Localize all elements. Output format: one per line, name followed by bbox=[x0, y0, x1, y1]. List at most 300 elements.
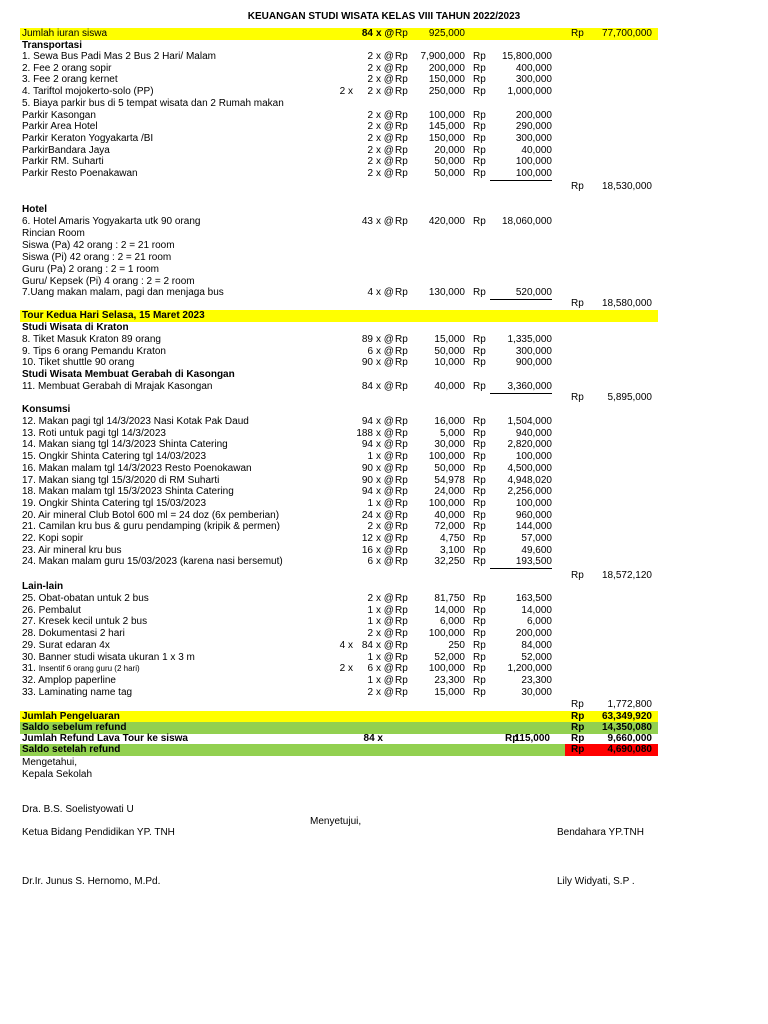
item-x-at: x @ bbox=[376, 86, 394, 98]
item-label: 32. Amplop paperline bbox=[22, 674, 116, 686]
item-total: 1,504,000 bbox=[507, 416, 552, 427]
item-total: 144,000 bbox=[515, 521, 552, 533]
item-label: 4. Tariftol mojokerto-solo (PP) bbox=[22, 86, 154, 98]
saldo-setelah-value: 4,690,080 bbox=[607, 744, 652, 755]
tour-header-text: Tour Kedua Hari Selasa, 15 Maret 2023 bbox=[22, 310, 205, 321]
saldo-setelah-rp: Rp bbox=[571, 744, 585, 755]
item-label: 30. Banner studi wisata ukuran 1 x 3 m bbox=[22, 651, 195, 663]
item-qty: 1 bbox=[367, 604, 373, 616]
item-x-at: x @ bbox=[376, 616, 394, 628]
item-rp: Rp bbox=[395, 639, 408, 651]
item-total: 940,000 bbox=[515, 427, 552, 439]
item-qty: 2 bbox=[367, 168, 373, 179]
item-x-at: x @ bbox=[376, 474, 394, 486]
item-rp: Rp bbox=[395, 628, 408, 640]
item-unit-price: 40,000 bbox=[434, 509, 465, 521]
item-rp: Rp bbox=[395, 132, 408, 144]
item-rp: Rp bbox=[395, 156, 408, 168]
section-subtotal bbox=[20, 699, 658, 711]
item-multiplier: 2 x bbox=[339, 663, 353, 675]
line-item bbox=[20, 240, 658, 252]
item-label: 27. Kresek kecil untuk 2 bus bbox=[22, 616, 148, 628]
subtotal-value: 18,580,000 bbox=[601, 298, 652, 309]
line-item bbox=[20, 74, 658, 86]
line-item bbox=[20, 605, 658, 617]
item-rp: Rp bbox=[395, 86, 408, 98]
line-item bbox=[20, 252, 658, 264]
item-qty: 2 bbox=[367, 628, 373, 640]
item-total: 18,060,000 bbox=[501, 216, 552, 227]
item-unit-price: 250,000 bbox=[428, 86, 465, 98]
pengeluaran-row bbox=[20, 711, 658, 723]
item-unit-price: 100,000 bbox=[428, 497, 465, 509]
item-total: 100,000 bbox=[490, 168, 552, 181]
item-rp: Rp bbox=[395, 674, 408, 686]
item-total: 300,000 bbox=[515, 74, 552, 86]
item-x-at: x @ bbox=[376, 357, 394, 369]
item-unit-price: 52,000 bbox=[434, 651, 465, 663]
item-x-at: x @ bbox=[376, 109, 394, 121]
item-rp: Rp bbox=[395, 593, 408, 604]
item-x-at: x @ bbox=[376, 156, 394, 168]
ketua-title: Ketua Bidang Pendidikan YP. TNH bbox=[22, 827, 175, 838]
item-unit-price: 4,750 bbox=[439, 533, 465, 544]
item-x-at: x @ bbox=[376, 604, 394, 616]
item-label: 9. Tips 6 orang Pemandu Kraton bbox=[22, 345, 166, 357]
item-rp: Rp bbox=[395, 357, 408, 369]
item-qty: 84 bbox=[361, 381, 373, 392]
line-item bbox=[20, 145, 658, 157]
item-unit-price: 15,000 bbox=[434, 686, 465, 698]
saldo-setelah-row bbox=[20, 744, 658, 756]
item-unit-price: 40,000 bbox=[434, 381, 465, 392]
item-qty: 1 bbox=[367, 616, 373, 628]
item-unit-price: 420,000 bbox=[428, 216, 465, 227]
item-unit-price: 54,978 bbox=[434, 474, 465, 486]
item-x-at: x @ bbox=[376, 416, 394, 427]
item-label: Siswa (Pi) 42 orang : 2 = 21 room bbox=[22, 252, 172, 263]
item-rp: Rp bbox=[473, 51, 486, 62]
item-total: 2,256,000 bbox=[507, 486, 552, 498]
item-label: 18. Makan malam tgl 15/3/2023 Shinta Catering bbox=[22, 486, 234, 498]
line-item bbox=[20, 428, 658, 440]
item-label bbox=[22, 663, 140, 675]
item-x-at: x @ bbox=[376, 521, 394, 533]
line-item bbox=[20, 463, 658, 475]
item-unit-price: 5,000 bbox=[439, 427, 465, 439]
item-rp: Rp bbox=[395, 474, 408, 486]
item-rp: Rp bbox=[395, 121, 408, 133]
item-unit-price: 30,000 bbox=[434, 439, 465, 451]
item-label: 3. Fee 2 orang kernet bbox=[22, 74, 118, 86]
subtotal-rp: Rp bbox=[571, 570, 584, 581]
line-item bbox=[20, 521, 658, 533]
item-total: 40,000 bbox=[521, 144, 552, 156]
item-rp: Rp bbox=[473, 357, 486, 369]
item-qty: 2 bbox=[367, 121, 373, 133]
item-rp: Rp bbox=[473, 639, 486, 651]
menyetujui-text: Menyetujui, bbox=[310, 816, 362, 827]
item-rp: Rp bbox=[395, 509, 408, 521]
item-total: 290,000 bbox=[515, 121, 552, 133]
line-item bbox=[20, 156, 658, 168]
item-unit-price: 15,000 bbox=[434, 334, 465, 345]
line-item bbox=[20, 533, 658, 545]
item-rp: Rp bbox=[395, 439, 408, 451]
item-label: Siswa (Pa) 42 orang : 2 = 21 room bbox=[22, 240, 175, 251]
item-rp: Rp bbox=[395, 497, 408, 509]
line-item bbox=[20, 486, 658, 498]
item-unit-price: 250 bbox=[448, 639, 465, 651]
item-label: Guru/ Kepsek (Pi) 4 orang : 2 = 2 room bbox=[22, 276, 195, 287]
item-rp: Rp bbox=[395, 416, 408, 427]
item-rp: Rp bbox=[473, 427, 486, 439]
section-subtotal bbox=[20, 298, 658, 310]
item-qty: 1 bbox=[367, 674, 373, 686]
iuran-rp-total: Rp bbox=[571, 28, 584, 39]
item-rp: Rp bbox=[473, 74, 486, 86]
item-total: 200,000 bbox=[515, 109, 552, 121]
item-unit-price: 145,000 bbox=[428, 121, 465, 133]
item-label: Parkir Kasongan bbox=[22, 109, 96, 121]
lain-header bbox=[20, 581, 658, 593]
item-total: 84,000 bbox=[521, 639, 552, 651]
line-item bbox=[20, 121, 658, 133]
item-qty: 2 bbox=[367, 593, 373, 604]
item-unit-price: 32,250 bbox=[434, 556, 465, 568]
item-rp: Rp bbox=[395, 451, 408, 463]
item-x-at: x @ bbox=[376, 486, 394, 498]
item-total: 1,000,000 bbox=[507, 86, 552, 98]
item-x-at: x @ bbox=[376, 51, 394, 62]
item-rp: Rp bbox=[395, 144, 408, 156]
item-x-at: x @ bbox=[376, 168, 394, 179]
item-label: 13. Roti untuk pagi tgl 14/3/2023 bbox=[22, 427, 166, 439]
line-item bbox=[20, 545, 658, 557]
item-multiplier: 2 x bbox=[339, 86, 353, 98]
item-total: 300,000 bbox=[515, 132, 552, 144]
item-rp: Rp bbox=[473, 451, 486, 463]
item-total: 520,000 bbox=[490, 287, 552, 300]
item-qty: 6 bbox=[367, 663, 373, 675]
item-unit-price: 14,000 bbox=[434, 604, 465, 616]
item-x-at: x @ bbox=[376, 439, 394, 451]
item-unit-price: 24,000 bbox=[434, 486, 465, 498]
item-x-at: x @ bbox=[376, 628, 394, 640]
item-x-at: x @ bbox=[376, 132, 394, 144]
item-qty: 1 bbox=[367, 451, 373, 463]
item-total: 960,000 bbox=[515, 509, 552, 521]
item-qty: 2 bbox=[367, 74, 373, 86]
item-rp: Rp bbox=[473, 334, 486, 345]
item-total: 52,000 bbox=[521, 651, 552, 663]
item-qty: 2 bbox=[367, 109, 373, 121]
item-rp: Rp bbox=[395, 486, 408, 498]
item-label: Parkir Keraton Yogyakarta /BI bbox=[22, 132, 154, 144]
item-rp: Rp bbox=[473, 544, 486, 556]
item-rp: Rp bbox=[473, 674, 486, 686]
item-total: 100,000 bbox=[515, 156, 552, 168]
item-unit-price: 81,750 bbox=[434, 593, 465, 604]
item-x-at: x @ bbox=[376, 663, 394, 675]
line-item bbox=[20, 346, 658, 358]
item-label: 33. Laminating name tag bbox=[22, 686, 133, 698]
pengeluaran-label: Jumlah Pengeluaran bbox=[22, 711, 120, 722]
line-item bbox=[20, 133, 658, 145]
item-qty: 43 bbox=[361, 216, 373, 227]
item-label: 12. Makan pagi tgl 14/3/2023 Nasi Kotak Pak Daud bbox=[22, 416, 249, 427]
item-qty: 16 bbox=[361, 544, 373, 556]
item-x-at: x @ bbox=[376, 334, 394, 345]
item-rp: Rp bbox=[473, 121, 486, 133]
mengetahui-text: Mengetahui, bbox=[22, 757, 78, 768]
line-item bbox=[20, 110, 658, 122]
item-label: 25. Obat-obatan untuk 2 bus bbox=[22, 593, 149, 604]
item-rp: Rp bbox=[395, 74, 408, 86]
item-total: 4,948,020 bbox=[507, 474, 552, 486]
item-rp: Rp bbox=[473, 556, 486, 568]
line-item bbox=[20, 498, 658, 510]
item-rp: Rp bbox=[395, 381, 408, 392]
item-label: 5. Biaya parkir bus di 5 tempat wisata dan 2 Rumah makan bbox=[22, 97, 284, 109]
item-unit-price: 20,000 bbox=[434, 144, 465, 156]
hotel-header bbox=[20, 204, 658, 216]
saldo-sebelum-row bbox=[20, 722, 658, 734]
item-total: 49,600 bbox=[521, 544, 552, 556]
item-rp: Rp bbox=[395, 663, 408, 675]
lain-header-text: Lain-lain bbox=[22, 581, 64, 592]
item-unit-price: 72,000 bbox=[434, 521, 465, 533]
item-label: 2. Fee 2 orang sopir bbox=[22, 62, 112, 74]
pengeluaran-value: 63,349,920 bbox=[601, 711, 652, 722]
item-x-at: x @ bbox=[376, 462, 394, 474]
item-unit-price: 16,000 bbox=[434, 416, 465, 427]
item-label: 16. Makan malam tgl 14/3/2023 Resto Poenokawan bbox=[22, 462, 252, 474]
item-total: 200,000 bbox=[515, 628, 552, 640]
item-x-at: x @ bbox=[376, 593, 394, 604]
item-unit-price: 200,000 bbox=[428, 62, 465, 74]
item-qty: 2 bbox=[367, 521, 373, 533]
item-rp: Rp bbox=[473, 593, 486, 604]
iuran-label: Jumlah iuran siswa bbox=[22, 28, 108, 39]
item-rp: Rp bbox=[395, 62, 408, 74]
tour-header-row bbox=[20, 310, 658, 322]
item-x-at: x @ bbox=[376, 451, 394, 463]
item-rp: Rp bbox=[473, 497, 486, 509]
item-multiplier: 4 x bbox=[339, 639, 353, 651]
line-item bbox=[20, 86, 658, 98]
gerabah-header bbox=[20, 369, 658, 381]
item-x-at: x @ bbox=[376, 556, 394, 568]
item-x-at: x @ bbox=[376, 62, 394, 74]
item-qty: 6 bbox=[367, 345, 373, 357]
item-label: 26. Pembalut bbox=[22, 604, 81, 616]
item-label: 28. Dokumentasi 2 hari bbox=[22, 628, 125, 640]
item-qty: 94 bbox=[361, 486, 373, 498]
item-total: 3,360,000 bbox=[490, 381, 552, 394]
item-qty: 89 bbox=[361, 334, 373, 345]
item-qty: 1 bbox=[367, 651, 373, 663]
line-item bbox=[20, 556, 658, 568]
item-total: 193,500 bbox=[490, 556, 552, 569]
item-rp: Rp bbox=[473, 345, 486, 357]
item-total: 30,000 bbox=[521, 686, 552, 698]
item-label: 6. Hotel Amaris Yogyakarta utk 90 orang bbox=[22, 216, 201, 227]
item-rp: Rp bbox=[473, 486, 486, 498]
item-number: 31. bbox=[22, 663, 36, 675]
subtotal-rp: Rp bbox=[571, 392, 584, 403]
item-rp: Rp bbox=[473, 521, 486, 533]
item-rp: Rp bbox=[395, 345, 408, 357]
refund-rp: Rp bbox=[505, 733, 519, 744]
subtotal-value: 18,572,120 bbox=[601, 570, 652, 581]
item-rp: Rp bbox=[395, 427, 408, 439]
item-total: 1,200,000 bbox=[507, 663, 552, 675]
item-label: Parkir Resto Poenakawan bbox=[22, 168, 138, 179]
item-rp: Rp bbox=[395, 462, 408, 474]
item-qty: 2 bbox=[367, 156, 373, 168]
saldo-sebelum-label: Saldo sebelum refund bbox=[22, 722, 127, 733]
item-rp: Rp bbox=[473, 132, 486, 144]
gerabah-header-text: Studi Wisata Membuat Gerabah di Kasongan bbox=[22, 369, 235, 380]
item-label: 19. Ongkir Shinta Catering tgl 15/03/2023 bbox=[22, 497, 207, 509]
iuran-row bbox=[20, 28, 658, 40]
refund-row bbox=[20, 733, 658, 745]
item-unit-price: 50,000 bbox=[434, 156, 465, 168]
subtotal-rp: Rp bbox=[571, 298, 584, 309]
subtotal-value: 1,772,800 bbox=[585, 699, 652, 712]
item-rp: Rp bbox=[473, 216, 486, 227]
item-rp: Rp bbox=[395, 287, 408, 298]
item-total: 900,000 bbox=[515, 357, 552, 369]
item-rp: Rp bbox=[473, 651, 486, 663]
line-item bbox=[20, 416, 658, 428]
refund-label: Jumlah Refund Lava Tour ke siswa bbox=[22, 733, 188, 744]
item-unit-price: 50,000 bbox=[434, 168, 465, 179]
item-label-small: Insentif 6 orang guru (2 hari) bbox=[38, 664, 140, 674]
item-rp: Rp bbox=[395, 109, 408, 121]
item-unit-price: 3,100 bbox=[439, 544, 465, 556]
item-label: 8. Tiket Masuk Kraton 89 orang bbox=[22, 334, 161, 345]
item-x-at: x @ bbox=[376, 427, 394, 439]
item-qty: 2 bbox=[367, 686, 373, 698]
item-rp: Rp bbox=[473, 86, 486, 98]
item-label: ParkirBandara Jaya bbox=[22, 144, 110, 156]
item-x-at: x @ bbox=[376, 533, 394, 544]
item-total: 2,820,000 bbox=[507, 439, 552, 451]
item-rp: Rp bbox=[395, 604, 408, 616]
item-qty: 84 bbox=[361, 639, 373, 651]
line-item bbox=[20, 439, 658, 451]
item-x-at: x @ bbox=[376, 287, 394, 298]
item-x-at: x @ bbox=[376, 121, 394, 133]
item-label: Guru (Pa) 2 orang : 2 = 1 room bbox=[22, 264, 160, 275]
item-rp: Rp bbox=[395, 521, 408, 533]
item-label: 29. Surat edaran 4x bbox=[22, 639, 110, 651]
item-unit-price: 23,300 bbox=[434, 674, 465, 686]
item-x-at: x @ bbox=[376, 345, 394, 357]
item-rp: Rp bbox=[473, 62, 486, 74]
iuran-qty: 84 bbox=[361, 28, 373, 39]
item-qty: 1 bbox=[367, 497, 373, 509]
item-label: 17. Makan siang tgl 15/3/2020 di RM Suharti bbox=[22, 474, 220, 486]
item-qty: 94 bbox=[361, 416, 373, 427]
item-x-at: x @ bbox=[376, 509, 394, 521]
item-qty: 2 bbox=[367, 144, 373, 156]
iuran-x-at: x @ bbox=[376, 28, 395, 39]
line-item bbox=[20, 357, 658, 369]
item-rp: Rp bbox=[473, 533, 486, 544]
item-total: 14,000 bbox=[521, 604, 552, 616]
item-rp: Rp bbox=[395, 216, 408, 227]
item-rp: Rp bbox=[395, 556, 408, 568]
item-qty: 12 bbox=[361, 533, 373, 544]
bendahara-title: Bendahara YP.TNH bbox=[557, 827, 644, 838]
item-rp: Rp bbox=[473, 109, 486, 121]
item-rp: Rp bbox=[473, 439, 486, 451]
line-item bbox=[20, 451, 658, 463]
item-total: 15,800,000 bbox=[501, 51, 552, 62]
item-qty: 94 bbox=[361, 439, 373, 451]
item-unit-price: 100,000 bbox=[428, 663, 465, 675]
item-unit-price: 150,000 bbox=[428, 74, 465, 86]
line-item bbox=[20, 687, 658, 699]
page-title: KEUANGAN STUDI WISATA KELAS VIII TAHUN 2022/2023 bbox=[247, 11, 521, 22]
line-item bbox=[20, 640, 658, 652]
item-x-at: x @ bbox=[376, 497, 394, 509]
item-x-at: x @ bbox=[376, 674, 394, 686]
item-rp: Rp bbox=[473, 616, 486, 628]
item-total: 100,000 bbox=[515, 497, 552, 509]
line-item bbox=[20, 652, 658, 664]
item-label: 10. Tiket shuttle 90 orang bbox=[22, 357, 135, 369]
item-rp: Rp bbox=[473, 628, 486, 640]
item-rp: Rp bbox=[473, 381, 486, 392]
item-qty: 6 bbox=[367, 556, 373, 568]
item-qty: 4 bbox=[367, 287, 373, 298]
saldo-setelah-label: Saldo setelah refund bbox=[22, 744, 121, 755]
item-qty: 188 bbox=[356, 427, 373, 439]
item-unit-price: 50,000 bbox=[434, 462, 465, 474]
item-qty: 2 bbox=[367, 86, 373, 98]
line-item bbox=[20, 334, 658, 346]
line-item bbox=[20, 510, 658, 522]
saldo-sebelum-rp: Rp bbox=[571, 722, 585, 733]
item-rp: Rp bbox=[473, 686, 486, 698]
item-rp: Rp bbox=[473, 663, 486, 675]
item-unit-price: 100,000 bbox=[428, 628, 465, 640]
item-unit-price: 130,000 bbox=[428, 287, 465, 298]
item-x-at: x @ bbox=[376, 144, 394, 156]
pengeluaran-rp: Rp bbox=[571, 711, 585, 722]
item-rp: Rp bbox=[395, 51, 408, 62]
item-qty: 90 bbox=[361, 357, 373, 369]
item-total: 300,000 bbox=[515, 345, 552, 357]
item-unit-price: 50,000 bbox=[434, 345, 465, 357]
subtotal-rp: Rp bbox=[571, 699, 584, 710]
line-item bbox=[20, 98, 658, 110]
line-item bbox=[20, 51, 658, 63]
item-rp: Rp bbox=[473, 416, 486, 427]
item-x-at: x @ bbox=[376, 639, 394, 651]
subtotal-value: 18,530,000 bbox=[601, 181, 652, 192]
item-rp: Rp bbox=[473, 287, 486, 298]
item-label: 15. Ongkir Shinta Catering tgl 14/03/2023 bbox=[22, 451, 207, 463]
refund-unit: 115,000 bbox=[514, 733, 550, 744]
item-unit-price: 10,000 bbox=[434, 357, 465, 369]
item-rp: Rp bbox=[473, 156, 486, 168]
item-qty: 24 bbox=[361, 509, 373, 521]
